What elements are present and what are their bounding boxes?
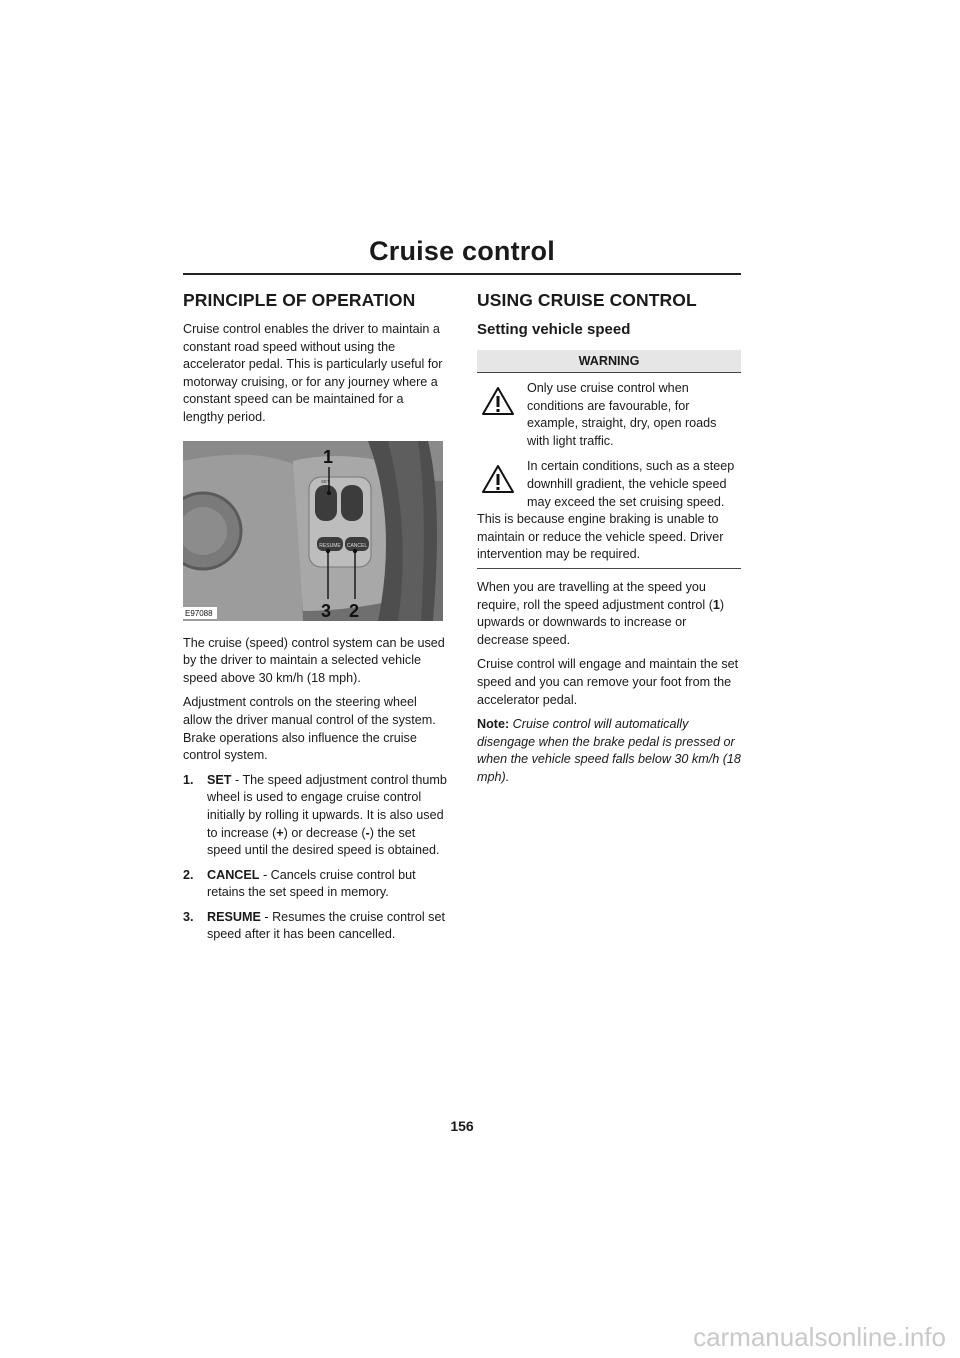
list-item-cancel [183,867,447,902]
warning-triangle-icon [481,464,515,500]
speed-paragraph: The cruise (speed) control system can be used by the driver to maintain a selected vehicle speed above 30 km/h (18 mph). [183,635,445,685]
warning-item [477,458,741,511]
list-text: - Cancels cruise control but retains the set speed in memory. [207,867,416,900]
intro-paragraph: Cruise control enables the driver to maintain a constant road speed without using the accelerator pedal. This is particularly useful for motorway cruising, or for any journey where a constant speed can be maintained for a lengthy period. [183,322,443,424]
set-button-label: SET [321,478,330,484]
warning-text: Only use cruise control when conditions are favourable, for example, straight, dry, open roads with light traffic. [527,381,717,448]
page-title: Cruise control [369,236,555,266]
list-number: 3. [183,909,194,924]
paragraph-text: When you are travelling at the speed you require, roll the speed adjustment control ( [477,579,713,612]
plus-symbol: + [276,825,284,840]
steering-wheel-illustration [183,441,443,621]
paragraph-text: ) upwards or downwards to increase or decrease speed. [477,597,725,647]
note-paragraph [477,716,741,786]
list-item-set [183,772,447,860]
list-item-resume [183,909,447,944]
warning-label: WARNING [477,350,741,373]
right-column [477,290,741,793]
engage-paragraph: Cruise control will engage and maintain the set speed and you can remove your foot from the accelerator pedal. [477,657,739,707]
adjustment-paragraph: Adjustment controls on the steering wheel allow the driver manual control of the system. Brake operations also influence the cruise control system. [183,695,436,763]
callout-3: 3 [321,600,332,621]
control-reference: 1 [712,597,720,612]
list-text: - The speed adjustment control thumb wheel is used to engage cruise control initially by rolling it upwards. It is also used to increase ( [207,772,447,840]
list-text: ) the set speed until the desired speed is obtained. [207,825,440,858]
page-number: 156 [450,1118,474,1134]
callout-2: 2 [349,600,360,621]
callout-1: 1 [323,446,334,467]
watermark: carmanualsonline.info [693,1322,946,1352]
warning-triangle-icon [481,386,515,422]
list-text: - Resumes the cruise control set speed after it has been cancelled. [207,909,445,942]
left-column [183,290,447,951]
resume-button-label: RESUME [319,542,341,549]
warning-text: In certain conditions, such as a steep downhill gradient, the vehicle speed may exceed the set cruising speed. [527,459,735,509]
section-heading-principle: PRINCIPLE OF OPERATION [183,290,416,310]
list-number: 2. [183,867,194,882]
figure-code: E97088 [185,608,213,618]
roll-control-paragraph [477,579,741,649]
list-text: ) or decrease ( [283,825,366,840]
steering-wheel-figure [183,441,443,621]
warning-box [477,350,741,569]
subheading-setting-speed: Setting vehicle speed [477,321,631,338]
warning-item [477,380,741,450]
note-label: Note: [477,717,510,732]
warning-text-continued: This is because engine braking is unable to maintain or reduce the vehicle speed. Driver intervention may be required. [477,512,724,562]
section-heading-using: USING CRUISE CONTROL [477,290,697,310]
cancel-button-label: CANCEL [346,542,368,549]
minus-symbol: - [365,825,370,840]
list-number: 1. [183,772,194,787]
title-rule [183,273,741,275]
controls-list [183,772,447,944]
note-text: Cruise control will automatically disengage when the brake pedal is pressed or when the vehicle speed falls below 30 km/h (18 mph). [477,717,741,784]
list-term: SET [207,772,232,787]
list-term: RESUME [207,909,261,924]
list-term: CANCEL [207,867,260,882]
